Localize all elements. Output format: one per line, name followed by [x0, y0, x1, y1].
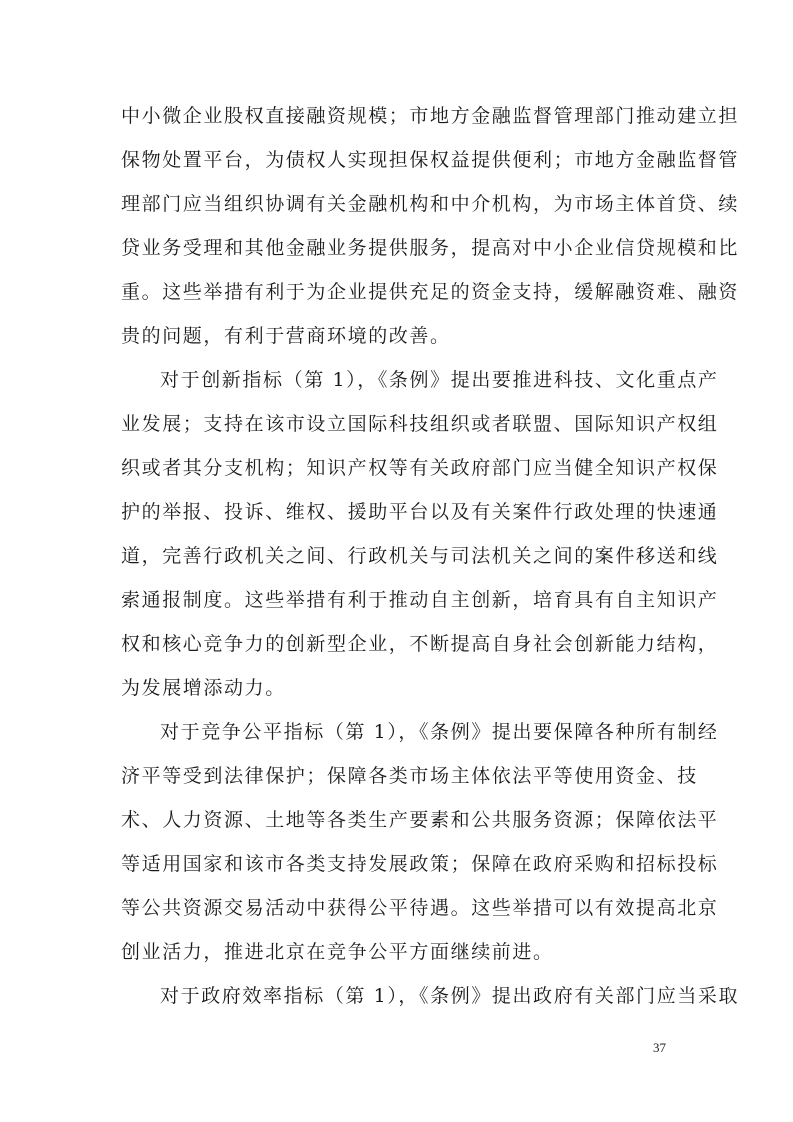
text-line: 中小微企业股权直接融资规模；市地方金融监督管理部门推动建立担 [121, 105, 740, 127]
text-line: 权和核心竞争力的创新型企业，不断提高自身社会创新能力结构， [121, 633, 719, 655]
text-line: 贵的问题，有利于营商环境的改善。 [121, 325, 451, 347]
text-line: 创业活力，推进北京在竞争公平方面继续前进。 [121, 941, 554, 963]
text-line: 织或者其分支机构；知识产权等有关政府部门应当健全知识产权保 [121, 457, 719, 479]
text-line: 术、人力资源、土地等各类生产要素和公共服务资源；保障依法平 [121, 809, 719, 831]
text-line: 等适用国家和该市各类支持发展政策；保障在政府采购和招标投标 [121, 853, 719, 875]
text-line: 理部门应当组织协调有关金融机构和中介机构，为市场主体首贷、续 [121, 193, 740, 215]
text-line: 重。这些举措有利于为企业提供充足的资金支持，缓解融资难、融资 [121, 281, 740, 303]
text-line: 索通报制度。这些举措有利于推动自主创新，培育具有自主知识产 [121, 589, 719, 611]
text-line: 护的举报、投诉、维权、援助平台以及有关案件行政处理的快速通 [121, 501, 719, 523]
text-line: 等公共资源交易活动中获得公平待遇。这些举措可以有效提高北京 [121, 897, 719, 919]
text-line: 为发展增添动力。 [121, 677, 286, 699]
text-line: 贷业务受理和其他金融业务提供服务，提高对中小企业信贷规模和比 [121, 237, 740, 259]
text-line: 道，完善行政机关之间、行政机关与司法机关之间的案件移送和线 [121, 545, 719, 567]
text-line: 业发展；支持在该市设立国际科技组织或者联盟、国际知识产权组 [121, 413, 719, 435]
text-line: 济平等受到法律保护；保障各类市场主体依法平等使用资金、技 [121, 765, 698, 787]
paragraph-start-innovation: 对于创新指标（第 1），《条例》提出要推进科技、文化重点产 [160, 369, 719, 391]
page-number: 37 [653, 1040, 666, 1055]
paragraph-start-efficiency: 对于政府效率指标（第 1），《条例》提出政府有关部门应当采取 [160, 985, 740, 1007]
text-line: 保物处置平台，为债权人实现担保权益提供便利；市地方金融监督管 [121, 149, 740, 171]
paragraph-start-competition: 对于竞争公平指标（第 1），《条例》提出要保障各种所有制经 [160, 721, 719, 743]
